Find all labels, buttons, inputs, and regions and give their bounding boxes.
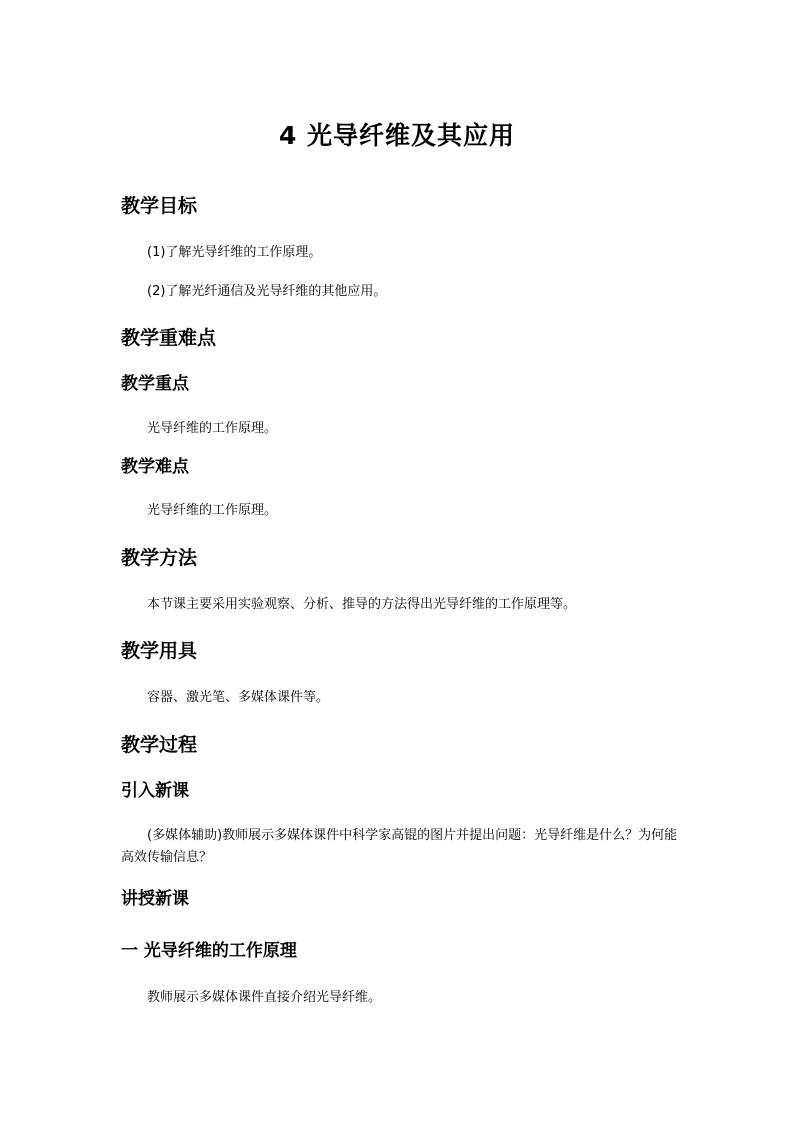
method-heading: 教学方法	[121, 547, 198, 569]
lecture-heading: 讲授新课	[121, 889, 189, 909]
key-heading: 教学重点	[121, 374, 189, 394]
process-heading: 教学过程	[121, 734, 198, 756]
keypoints-heading: 教学重难点	[121, 327, 217, 349]
key-text: 光导纤维的工作原理。	[147, 421, 278, 436]
tools-text: 容器、激光笔、多媒体课件等。	[147, 690, 330, 705]
goals-heading: 教学目标	[121, 195, 198, 217]
section1-heading: 一 光导纤维的工作原理	[121, 941, 297, 961]
intro-heading: 引入新课	[121, 781, 189, 801]
section1-text: 教师展示多媒体课件直接介绍光导纤维。	[147, 990, 382, 1005]
method-text: 本节课主要采用实验观察、分析、推导的方法得出光导纤维的工作原理等。	[147, 597, 577, 612]
intro-text: (多媒体辅助)教师展示多媒体课件中科学家高锟的图片并提出问题：光导纤维是什么？为何能高效传输信息？	[121, 828, 678, 865]
difficult-heading: 教学难点	[121, 457, 189, 477]
goal-1: (1)了解光导纤维的工作原理。	[147, 245, 322, 260]
goal-2: (2)了解光纤通信及光导纤维的其他应用。	[147, 284, 387, 299]
document-title: 4 光导纤维及其应用	[278, 121, 516, 150]
tools-heading: 教学用具	[121, 640, 198, 662]
difficult-text: 光导纤维的工作原理。	[147, 503, 278, 518]
